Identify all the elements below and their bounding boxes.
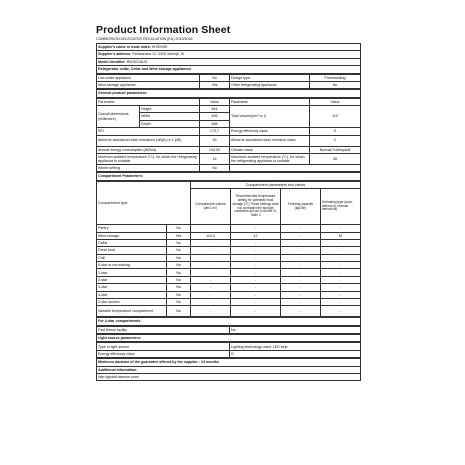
compartment-volume: - bbox=[191, 291, 231, 298]
energy-class-label: Energy efficiency class bbox=[230, 128, 310, 135]
fast-freeze-value: No bbox=[230, 326, 361, 333]
table-header-row bbox=[97, 98, 361, 105]
compartment-name: 0-star or ice-making bbox=[97, 262, 167, 269]
compartment-present: No bbox=[167, 254, 191, 261]
compartment-volume: - bbox=[191, 298, 231, 305]
guarantee-table bbox=[96, 358, 361, 381]
compartment-volume: 110,0 bbox=[191, 232, 231, 239]
compartment-defrost: - bbox=[321, 269, 361, 276]
compartment-name: Cellar bbox=[97, 239, 167, 246]
total-volume-label: Total volume(dm³ or l) bbox=[230, 106, 310, 128]
compartment-volume: - bbox=[191, 225, 231, 232]
compartment-defrost: - bbox=[321, 254, 361, 261]
compartment-freezing: - bbox=[281, 239, 321, 246]
compartment-temperature: - bbox=[231, 291, 281, 298]
compartment-defrost: - bbox=[321, 239, 361, 246]
dim-width-value: 496 bbox=[200, 113, 230, 120]
compartment-present: No bbox=[167, 239, 191, 246]
compartments-table bbox=[96, 181, 361, 318]
compartment-volume: - bbox=[191, 239, 231, 246]
dim-depth-value: 488 bbox=[200, 120, 230, 127]
compartment-temperature: - bbox=[231, 225, 281, 232]
dimensions-label: Overall dimensions (millimetre) bbox=[97, 106, 140, 128]
section-additional: Additional information: bbox=[97, 366, 361, 373]
design-type-value: Freestanding bbox=[310, 74, 361, 81]
table-row bbox=[97, 232, 361, 239]
compartment-freezing: - bbox=[281, 269, 321, 276]
table-row bbox=[97, 153, 361, 164]
compartment-temperature: - bbox=[231, 262, 281, 269]
model-label: Model identifier: bbox=[98, 59, 126, 64]
climate-class-label: Climate class: bbox=[230, 146, 310, 153]
compartment-freezing: - bbox=[281, 291, 321, 298]
table-row bbox=[97, 298, 361, 305]
light-type-label: Type of light source bbox=[97, 343, 230, 350]
compartment-temperature: - bbox=[231, 284, 281, 291]
compartment-present: No bbox=[167, 284, 191, 291]
compartment-name: 3-star bbox=[97, 284, 167, 291]
table-row bbox=[97, 291, 361, 298]
compartment-group-header: Compartment parameters and values bbox=[191, 181, 361, 188]
compartment-temperature: - bbox=[231, 254, 281, 261]
total-volume-value: 110 bbox=[310, 106, 361, 128]
table-row bbox=[97, 276, 361, 283]
wine-storage-value: Yes bbox=[200, 81, 230, 88]
col-header-volume: Compartment volume (dm3 or l) bbox=[191, 189, 231, 225]
params-table bbox=[96, 98, 361, 173]
col-header-temperature: Recommended temperature setting for optimised food storage (ºC) These settings shall not contradict the storage conditions set out in Annex IV, Table 3 bbox=[231, 189, 281, 225]
model-value: RW3CDAUD bbox=[126, 59, 148, 64]
general-type-table bbox=[96, 74, 361, 90]
winter-setting-value: No bbox=[200, 164, 230, 171]
supplier-name-value: HISENSE bbox=[151, 45, 168, 50]
compartment-volume: - bbox=[191, 306, 231, 317]
section-params: General product parameters: bbox=[97, 90, 361, 97]
compartment-defrost: M bbox=[321, 232, 361, 239]
section-general-type: Refrigerator cellar, Cellar and Wine storage appliances bbox=[97, 66, 361, 73]
noise-emissions-label: Airborne acoustical noise emissions (dB(A) re 1 pW) bbox=[97, 135, 200, 146]
compartment-temperature: - bbox=[231, 269, 281, 276]
supplier-name-label: Supplier's name or trade mark: bbox=[98, 45, 151, 50]
compartment-name: 2-star bbox=[97, 276, 167, 283]
guarantee-row bbox=[97, 359, 361, 366]
climate-class-value: Normal,Subtropical bbox=[310, 146, 361, 153]
dim-height-label: Height bbox=[140, 106, 200, 113]
compartment-temperature: - bbox=[231, 247, 281, 254]
section-params-table bbox=[96, 89, 361, 97]
eei-value: 173,7 bbox=[200, 128, 230, 135]
supplier-address-value: Partizanska 12, 3320 Velenje, SI bbox=[132, 52, 185, 57]
table-row bbox=[97, 225, 361, 232]
max-ambient-value: 38 bbox=[310, 153, 361, 164]
noise-class-label: Airborne acoustical noise emission class bbox=[230, 135, 310, 146]
col-header-parameter: Parameter bbox=[97, 98, 200, 105]
light-type-value: Lighting technology used: LED strip bbox=[230, 343, 361, 350]
table-row bbox=[97, 146, 361, 153]
section-compartment: Compartment Parameters: bbox=[97, 173, 361, 180]
light-table bbox=[96, 342, 361, 358]
compartment-name: Wine storage bbox=[97, 232, 167, 239]
col-header-defrost: Defrosting type (auto-defrost=A, manual defrost=M) bbox=[321, 189, 361, 225]
col-header-value: Value bbox=[200, 98, 230, 105]
col-header-parameter-2: Parameter bbox=[230, 98, 310, 105]
table-row bbox=[97, 128, 361, 135]
col-header-freezing: Freezing capacity (kg/24h) bbox=[281, 189, 321, 225]
compartment-present: No bbox=[167, 262, 191, 269]
compartment-defrost: - bbox=[321, 262, 361, 269]
compartment-volume: - bbox=[191, 276, 231, 283]
compartment-name: Pantry bbox=[97, 225, 167, 232]
compartment-defrost: - bbox=[321, 247, 361, 254]
compartment-freezing: - bbox=[281, 232, 321, 239]
model-row bbox=[97, 58, 361, 65]
compartment-defrost: - bbox=[321, 276, 361, 283]
compartment-temperature: - bbox=[231, 276, 281, 283]
table-row bbox=[97, 239, 361, 246]
supplier-address-row bbox=[97, 51, 361, 58]
compartment-present: No bbox=[167, 269, 191, 276]
compartment-name: Fresh food bbox=[97, 247, 167, 254]
fast-freeze-label: Fast freeze facility bbox=[97, 326, 230, 333]
min-ambient-value: 16 bbox=[200, 153, 230, 164]
table-row bbox=[97, 164, 361, 171]
other-refrigerating-value: No bbox=[310, 81, 361, 88]
compartment-defrost: - bbox=[321, 284, 361, 291]
weblink[interactable]: http://global.hisense.com/ bbox=[97, 373, 361, 380]
compartment-freezing: - bbox=[281, 247, 321, 254]
noise-emissions-value: 39 bbox=[200, 135, 230, 146]
compartment-temperature: 12 bbox=[231, 232, 281, 239]
compartment-volume: - bbox=[191, 247, 231, 254]
col-header-compartment-type: Compartment type bbox=[97, 181, 191, 225]
supplier-address-label: Supplier's address: bbox=[98, 52, 132, 57]
guarantee-label: Minimum duration of the guarantee offered by the supplier : bbox=[98, 360, 201, 365]
table-row bbox=[97, 306, 361, 317]
low-noise-label: Low-noise appliance: bbox=[97, 74, 200, 81]
supplier-name-row bbox=[97, 44, 361, 51]
compartment-rows bbox=[97, 225, 361, 317]
min-ambient-label: Minimum ambient temperature (°C), for which the refrigerating appliance is suitable bbox=[97, 153, 200, 164]
annual-energy-label: Annual energy consumption (kWh/a) bbox=[97, 146, 200, 153]
compartment-present: No bbox=[167, 276, 191, 283]
section-4star-table bbox=[96, 317, 361, 325]
page-title: Product Information Sheet bbox=[96, 24, 231, 36]
compartment-name: 2-star section bbox=[97, 298, 167, 305]
table-row bbox=[97, 343, 361, 350]
regulation-subtitle: COMMISSION DELEGATED REGULATION (EU) 2019/2016 bbox=[96, 37, 193, 41]
energy-class-value: G bbox=[310, 128, 361, 135]
table-row bbox=[97, 269, 361, 276]
table-row bbox=[97, 326, 361, 333]
compartment-present: No bbox=[167, 306, 191, 317]
compartment-freezing: - bbox=[281, 276, 321, 283]
table-row bbox=[97, 284, 361, 291]
compartment-present: Yes bbox=[167, 232, 191, 239]
compartment-present: No bbox=[167, 298, 191, 305]
compartment-temperature: - bbox=[231, 306, 281, 317]
compartment-freezing: - bbox=[281, 284, 321, 291]
table-row bbox=[97, 135, 361, 146]
compartment-volume: - bbox=[191, 254, 231, 261]
compartment-defrost: - bbox=[321, 306, 361, 317]
dim-depth-label: Depth bbox=[140, 120, 200, 127]
compartment-temperature: - bbox=[231, 239, 281, 246]
light-class-label: Energy efficiency class bbox=[97, 350, 230, 357]
table-row bbox=[97, 262, 361, 269]
eei-label: EEI bbox=[97, 128, 200, 135]
section-4star: For 4-star compartments bbox=[97, 318, 361, 325]
winter-setting-label: Winter setting bbox=[97, 164, 200, 171]
supplier-table bbox=[96, 43, 361, 74]
empty-cell bbox=[230, 164, 361, 171]
compartment-defrost: - bbox=[321, 225, 361, 232]
compartment-volume: - bbox=[191, 262, 231, 269]
table-row bbox=[97, 247, 361, 254]
compartment-freezing: - bbox=[281, 225, 321, 232]
compartment-defrost: - bbox=[321, 298, 361, 305]
table-row bbox=[97, 81, 361, 88]
section-compartment-table bbox=[96, 172, 361, 180]
table-header-row bbox=[97, 181, 361, 188]
dim-width-label: Width bbox=[140, 113, 200, 120]
noise-class-value: C bbox=[310, 135, 361, 146]
compartment-name: 1-star bbox=[97, 269, 167, 276]
compartment-temperature: - bbox=[231, 298, 281, 305]
guarantee-value: 24 months bbox=[201, 360, 220, 365]
section-light: Light source parameters: bbox=[97, 335, 361, 342]
section-light-table bbox=[96, 334, 361, 342]
compartment-freezing: - bbox=[281, 298, 321, 305]
compartment-freezing: - bbox=[281, 306, 321, 317]
table-row bbox=[97, 106, 361, 113]
compartment-freezing: - bbox=[281, 262, 321, 269]
compartment-name: Chill bbox=[97, 254, 167, 261]
low-noise-value: No bbox=[200, 74, 230, 81]
compartment-present: No bbox=[167, 225, 191, 232]
compartment-volume: - bbox=[191, 284, 231, 291]
table-row bbox=[97, 254, 361, 261]
col-header-value-2: Value bbox=[310, 98, 361, 105]
max-ambient-label: Maximum ambient temperature (°C), for which the refrigerating appliance is suitable bbox=[230, 153, 310, 164]
annual-energy-value: 144,00 bbox=[200, 146, 230, 153]
compartment-volume: - bbox=[191, 269, 231, 276]
compartment-present: No bbox=[167, 291, 191, 298]
compartment-present: No bbox=[167, 247, 191, 254]
compartment-name: Variable temperature compartment bbox=[97, 306, 167, 317]
table-row bbox=[97, 350, 361, 357]
light-class-value: G bbox=[230, 350, 361, 357]
sheet-body bbox=[96, 24, 360, 381]
compartment-freezing: - bbox=[281, 254, 321, 261]
fast-freeze-table bbox=[96, 326, 361, 334]
compartment-defrost: - bbox=[321, 291, 361, 298]
dim-height-value: 844 bbox=[200, 106, 230, 113]
table-row bbox=[97, 74, 361, 81]
wine-storage-label: Wine storage appliance: bbox=[97, 81, 200, 88]
compartment-name: 4-star bbox=[97, 291, 167, 298]
design-type-label: Design type: bbox=[230, 74, 310, 81]
other-refrigerating-label: Other refrigerating appliance: bbox=[230, 81, 310, 88]
